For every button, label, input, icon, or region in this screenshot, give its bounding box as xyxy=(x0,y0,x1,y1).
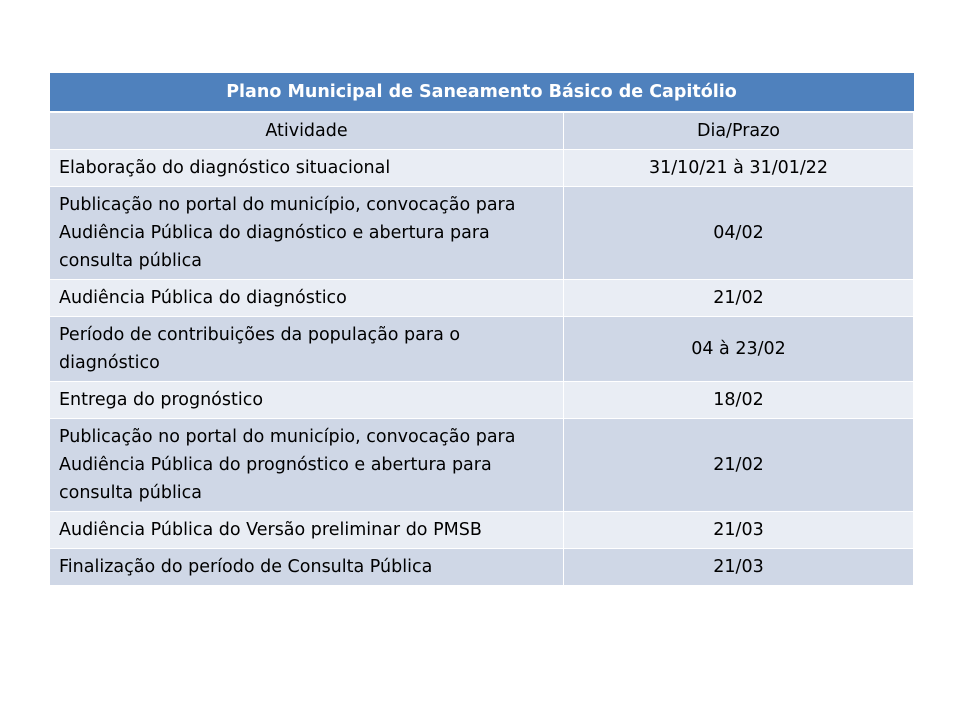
date-cell: 21/02 xyxy=(564,419,914,512)
table-row xyxy=(50,549,914,586)
header-date: Dia/Prazo xyxy=(564,112,914,150)
table-row xyxy=(50,382,914,419)
schedule-table xyxy=(49,73,914,586)
activity-cell: Período de contribuições da população para o diagnóstico xyxy=(50,317,564,382)
activity-cell: Finalização do período de Consulta Pública xyxy=(50,549,564,586)
activity-cell: Publicação no portal do município, convocação para Audiência Pública do diagnóstico e abertura para consulta pública xyxy=(50,187,564,280)
table-row xyxy=(50,150,914,187)
activity-cell: Publicação no portal do município, convocação para Audiência Pública do prognóstico e abertura para consulta pública xyxy=(50,419,564,512)
activity-cell: Elaboração do diagnóstico situacional xyxy=(50,150,564,187)
table-title-row xyxy=(50,73,914,112)
date-cell: 21/02 xyxy=(564,280,914,317)
table-row xyxy=(50,280,914,317)
activity-cell: Audiência Pública do Versão preliminar do PMSB xyxy=(50,512,564,549)
date-cell: 04/02 xyxy=(564,187,914,280)
table-row xyxy=(50,317,914,382)
date-cell: 04 à 23/02 xyxy=(564,317,914,382)
table-row xyxy=(50,419,914,512)
table-row xyxy=(50,187,914,280)
activity-cell: Entrega do prognóstico xyxy=(50,382,564,419)
date-cell: 18/02 xyxy=(564,382,914,419)
header-row xyxy=(50,112,914,150)
date-cell: 21/03 xyxy=(564,549,914,586)
table-row xyxy=(50,512,914,549)
activity-cell: Audiência Pública do diagnóstico xyxy=(50,280,564,317)
date-cell: 21/03 xyxy=(564,512,914,549)
header-activity: Atividade xyxy=(50,112,564,150)
date-cell: 31/10/21 à 31/01/22 xyxy=(564,150,914,187)
table-title: Plano Municipal de Saneamento Básico de Capitólio xyxy=(50,73,914,112)
